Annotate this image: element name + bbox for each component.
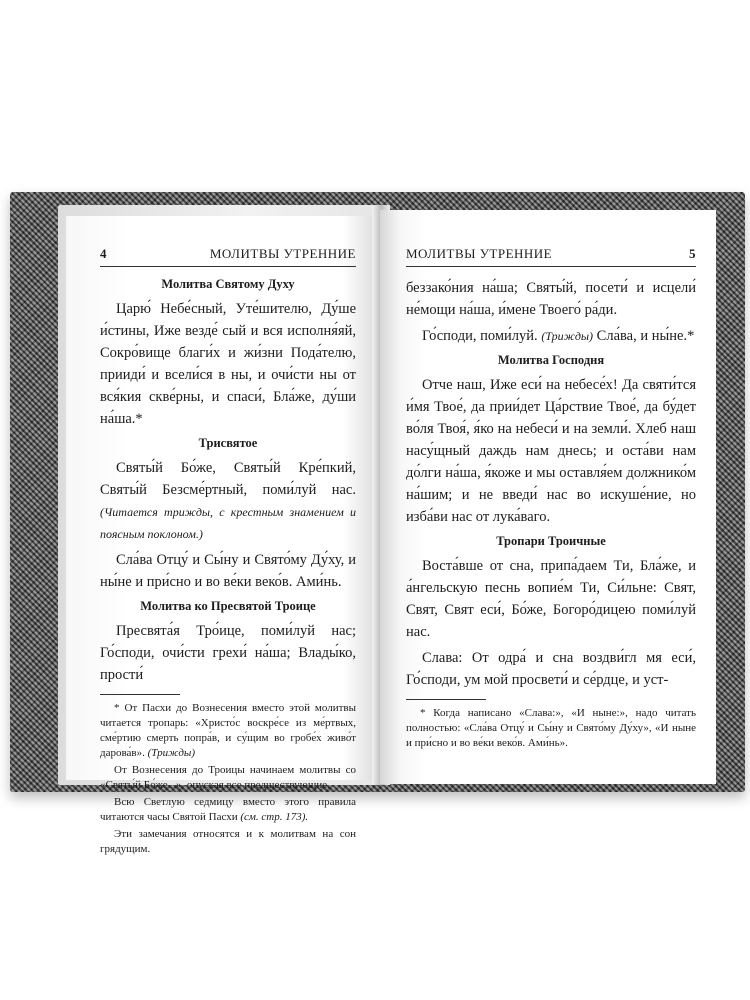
left-footnote-1-text: * От Пасхи до Вознесения вместо этой молитвы читается тропарь: «Христо́с воскре́се из ме́ртвых, сме́ртию смерть попра́в, и су́щим во гробе́х живо́т дарова́в». (100, 702, 356, 759)
right-paragraph-1: беззако́ния на́ша; Святы́й, посети́ и исцели́ не́мощи на́ша, и́мене Твоего́ ра́ди. (406, 280, 696, 318)
left-heading-2: Трисвятое (198, 436, 258, 450)
left-footnote-3-note: (см. стр. 173). (240, 811, 309, 823)
right-page (380, 210, 716, 784)
left-heading-3: Молитва ко Пресвятой Троице (140, 599, 316, 613)
right-paragraph-2-text: Го́споди, поми́луй. (422, 328, 538, 344)
right-heading-2: Тропари Троичные (496, 534, 606, 548)
left-paragraph-1: Царю́ Небе́сный, Уте́шителю, Ду́ше и́стины, Иже везде́ сый и вся исполня́яй, Сокро́вище благи́х и жи́зни Пода́телю, прииди́ и всели́ся в ны, и очи́сти ны от вся́кия скве́рны, и спаси́, Бла́же, ду́ши на́ша.* (100, 301, 356, 427)
left-footnote-3-text: Всю Светлую седмицу вместо этого правила читаются часы Святой Пасхи (100, 796, 356, 823)
right-footnote-divider (406, 699, 486, 700)
left-footnote-1-note: (Трижды) (147, 747, 196, 759)
right-paragraph-3: Отче наш, Иже еси́ на небесе́х! Да святи́тся и́мя Твое́, да прии́дет Ца́рствие Твое́, да бу́дет во́ля Твоя́, я́ко на небеси́ и на земли́. Хлеб наш насу́щный даждь нам днесь; и оста́ви нам до́лги на́ша, я́коже и мы оставля́ем должнико́м на́шим; и не введи́ нас во искуше́ние, но изба́ви нас от лука́ваго. (406, 377, 696, 525)
right-running-head (406, 246, 696, 267)
left-running-head (100, 246, 356, 267)
left-heading-1: Молитва Святому Духу (161, 277, 295, 291)
left-paragraph-4: Пресвята́я Тро́ице, поми́луй нас; Го́споди, очи́сти грехи́ на́ша; Влады́ко, прости́ (100, 623, 356, 683)
left-footnote-2: От Вознесения до Троицы начинаем молитвы со «Святы́й Бо́же...», опуская все предшествующие. (100, 764, 356, 791)
left-paragraph-2-note: (Читается трижды, с крестным знамением и поясным поклоном.) (100, 505, 356, 541)
right-paragraph-5: Слава: От одра́ и сна воздви́гл мя еси́, Го́споди, ум мой просвети́ и се́рдце, и уст- (406, 650, 696, 688)
right-paragraph-2 (406, 325, 696, 347)
left-paragraph-2 (100, 457, 356, 545)
right-running-head-title: МОЛИТВЫ УТРЕННИЕ (406, 246, 553, 261)
right-paragraph-2-note: (Трижды) (541, 329, 594, 343)
left-paragraph-3: Сла́ва Отцу́ и Сы́ну и Свято́му Ду́ху, и ны́не и при́сно и во ве́ки веко́в. Ами́нь. (100, 552, 356, 590)
right-paragraph-2-tail: Сла́ва, и ны́не.* (596, 328, 695, 344)
left-page-number: 4 (100, 246, 107, 261)
right-heading-1: Молитва Господня (497, 353, 605, 367)
left-page (66, 216, 380, 855)
left-footnote-1 (100, 701, 356, 761)
right-footnote-1: * Когда написано «Слава:», «И ныне:», надо читать полностью: «Сла́ва Отцу́ и Сы́ну и Свято́му Ду́ху», «И ныне и при́сно и во ве́ки веко́в. Ами́нь». (406, 707, 696, 749)
right-page-number: 5 (689, 246, 696, 261)
left-footnote-3 (100, 795, 356, 825)
right-paragraph-4: Воста́вше от сна, припа́даем Ти, Бла́же, и а́нгельскую песнь вопие́м Ти, Си́льне: Свят, Свят, Свят еси́, Бо́же, Богоро́дицею поми́луй нас. (406, 558, 696, 640)
left-footnote-4: Эти замечания относятся и к молитвам на сон грядущим. (100, 828, 356, 855)
left-footnote-divider (100, 694, 180, 695)
left-paragraph-2-text: Святы́й Бо́же, Святы́й Кре́пкий, Святы́й Безсме́ртный, поми́луй нас. (100, 460, 356, 498)
left-running-head-title: МОЛИТВЫ УТРЕННИЕ (209, 246, 356, 261)
